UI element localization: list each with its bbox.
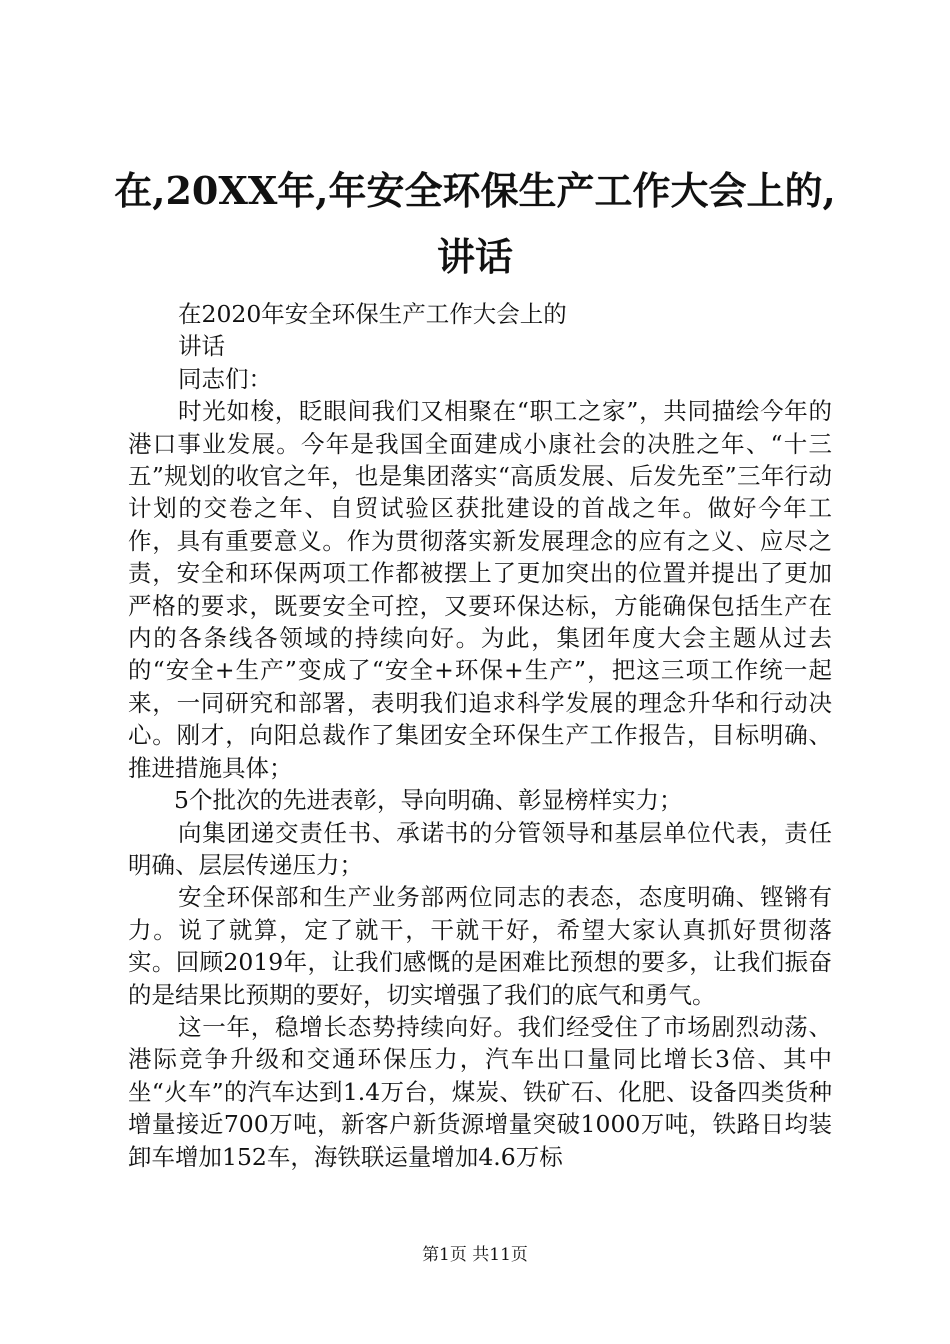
subtitle-line-1: 在2020年安全环保生产工作大会上的 — [178, 300, 567, 328]
paragraph-1: 时光如梭，眨眼间我们又相聚在“职工之家”，共同描绘今年的港口事业发展。今年是我国全面建成小康社会的决胜之年、“十三五”规划的收官之年，也是集团落实“高质发展、后发先至”三年行动计划的交卷之年、自贸试验区获批建设的首战之年。做好今年工作，具有重要意义。作为贯彻落实新发展理念的应有之义、应尽之责，安全和环保两项工作都被摆上了更加突出的位置并提出了更加严格的要求，既要安全可控，又要环保达标，方能确保包括生产在内的各条线各领域的持续向好。为此，集团年度大会主题从过去的“安全+生产”变成了“安全+环保+生产”，把这三项工作统一起来，一同研究和部署，表明我们追求科学发展的理念升华和行动决心。刚才，向阳总裁作了集团安全环保生产工作报告，目标明确、推进措施具体； — [128, 397, 832, 782]
paragraph-4: 安全环保部和生产业务部两位同志的表态，态度明确、铿锵有力。说了就算，定了就干，干就干好，希望大家认真抓好贯彻落实。回顾2019年，让我们感慨的是困难比预想的要多，让我们振奋的是结果比预期的要好，切实增强了我们的底气和勇气。 — [128, 883, 832, 1009]
paragraph-5: 这一年，稳增长态势持续向好。我们经受住了市场剧烈动荡、港际竞争升级和交通环保压力，汽车出口量同比增长3倍、其中坐“火车”的汽车达到1.4万台，煤炭、铁矿石、化肥、设备四类货种增量接近700万吨，新客户新货源增量突破1000万吨，铁路日均装卸车增加152车，海铁联运量增加4.6万标 — [128, 1012, 832, 1171]
salutation: 同志们： — [178, 364, 272, 393]
page-indicator: 第1页 共11页 — [422, 1245, 528, 1265]
paragraph-3: 向集团递交责任书、承诺书的分管领导和基层单位代表，责任明确、层层传递压力； — [128, 818, 832, 879]
paragraph-2: 5个批次的先进表彰，导向明确、彰显榜样实力； — [174, 786, 683, 815]
document-title: 在,20XX年,年安全环保生产工作大会上的,讲话 — [114, 168, 836, 279]
subtitle-line-2: 讲话 — [178, 332, 225, 361]
document-body — [128, 298, 832, 1173]
